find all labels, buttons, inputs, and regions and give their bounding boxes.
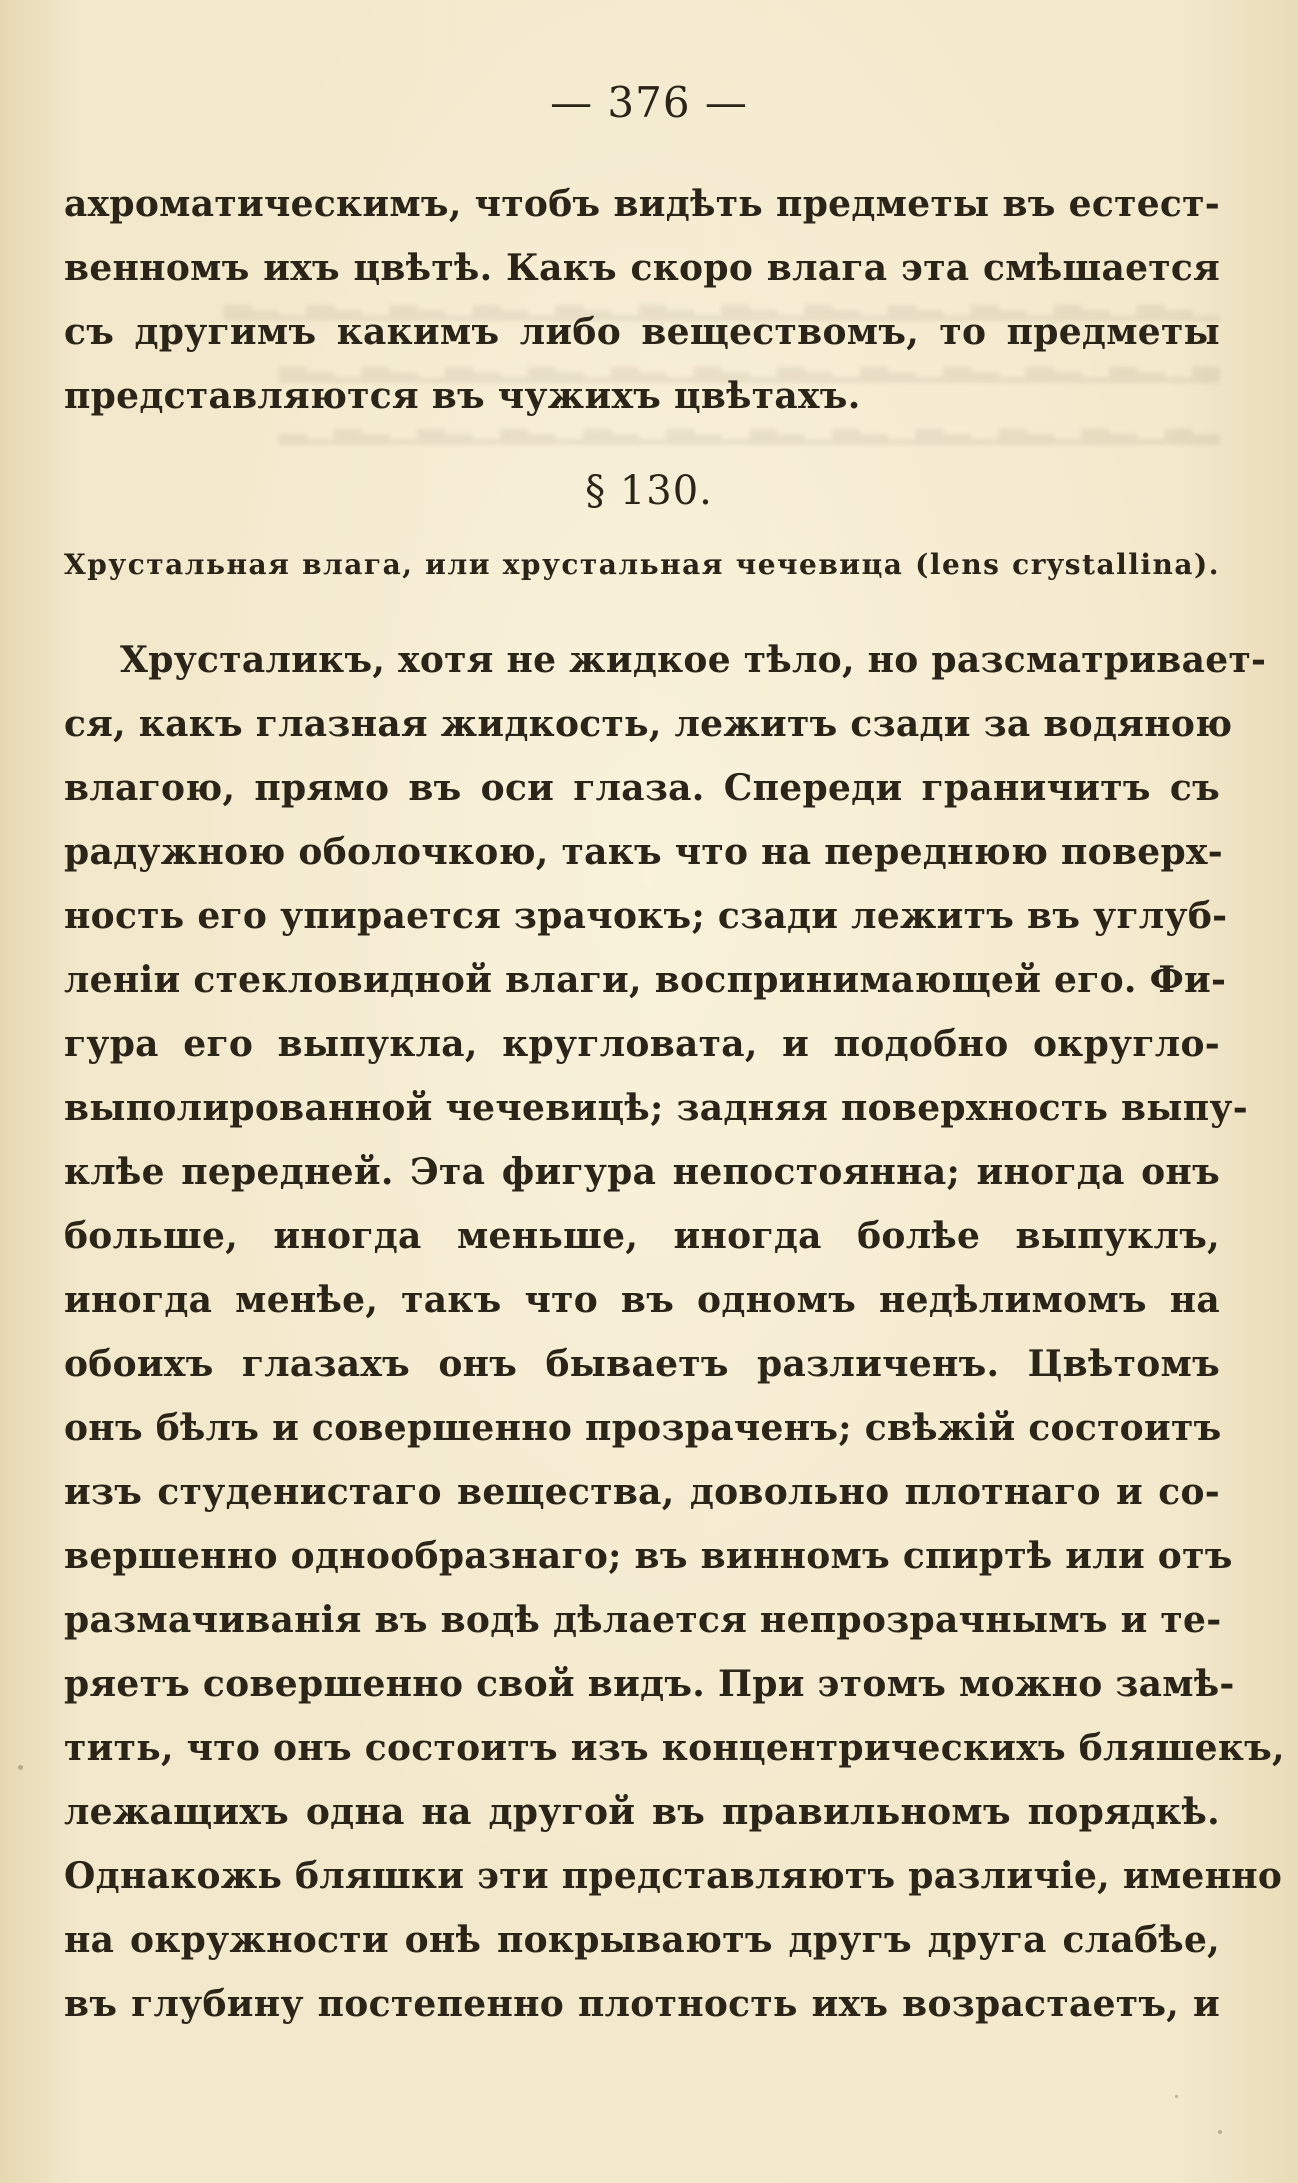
text-line: лежащихъ одна на другой въ правильномъ порядкѣ. <box>64 1791 1220 1833</box>
text-line: клѣе передней. Эта фигура непостоянна; иногда онъ <box>64 1151 1220 1193</box>
text-line: больше, иногда меньше, иногда болѣе выпуклъ, <box>64 1215 1220 1257</box>
text-line: тить, что онъ состоитъ изъ концентрическихъ бляшекъ, <box>64 1727 1285 1769</box>
text-line: Однакожь бляшки эти представляютъ различіе, именно <box>64 1855 1283 1897</box>
opening-text-block <box>64 172 1220 428</box>
text-line: выполированной чечевицѣ; задняя поверхность выпу- <box>64 1087 1248 1129</box>
text-line: венномъ ихъ цвѣтѣ. Какъ скоро влага эта смѣшается <box>64 247 1220 289</box>
text-line: обоихъ глазахъ онъ бываетъ различенъ. Цвѣтомъ <box>64 1343 1220 1385</box>
text-line: леніи стекловидной влаги, воспринимающей его. Фи- <box>64 959 1227 1001</box>
text-line: ся, какъ глазная жидкость, лежитъ сзади за водяною <box>64 703 1233 745</box>
text-line: въ глубину постепенно плотность ихъ возрастаетъ, и <box>64 1983 1220 2025</box>
text-line: ахроматическимъ, чтобъ видѣть предметы въ естест- <box>64 183 1220 225</box>
text-line: влагою, прямо въ оси глаза. Спереди граничитъ съ <box>64 767 1220 809</box>
text-line: иногда менѣе, такъ что въ одномъ недѣлимомъ на <box>64 1279 1220 1321</box>
text-line: размачиванія въ водѣ дѣлается непрозрачнымъ и те- <box>64 1599 1222 1641</box>
text-line: ряетъ совершенно свой видъ. При этомъ можно замѣ- <box>64 1663 1235 1705</box>
text-line: радужною оболочкою, такъ что на переднюю поверх- <box>64 831 1223 873</box>
text-line: Хрусталикъ, хотя не жидкое тѣло, но разсматривает- <box>120 639 1267 681</box>
paper-speck <box>1175 2095 1178 2098</box>
text-line: онъ бѣлъ и совершенно прозраченъ; свѣжій состоитъ <box>64 1407 1222 1449</box>
paragraph-text-block <box>64 628 1285 2036</box>
text-line: съ другимъ какимъ либо веществомъ, то предметы <box>64 311 1220 353</box>
paper-speck <box>18 1765 23 1770</box>
show-through-text: ▁▂▃▁▂▃▁▂▃▁▂▃▁▂▃▁▂▃▁▂▃▁▂▃▁▂▃▁▂▃▁▂▃▁▂▃ ▃▁▂▃▁▂▃▁▂▃▁▂▃▁▂▃▁▂▃▁▂▃▁▂▃▁▂▃▁▂▃▁▂▃ ▂▃▁▂▃▁▂▃▁▂▃▁▂▃▁▂▃▁▂▃▁▂▃▁▂▃▁▂▃▁▂▃▁▂ <box>223 280 1220 445</box>
section-title: Хрустальная влага, или хрустальная чечевица (lens crystallina). <box>64 548 1220 581</box>
text-line: вершенно однообразнаго; въ винномъ спиртѣ или отъ <box>64 1535 1233 1577</box>
text-line: изъ студенистаго вещества, довольно плотнаго и со- <box>64 1471 1220 1513</box>
text-line: представляются въ чужихъ цвѣтахъ. <box>64 375 861 417</box>
text-line: на окружности онѣ покрываютъ другъ друга слабѣе, <box>64 1919 1220 1961</box>
text-line: гура его выпукла, кругловата, и подобно округло- <box>64 1023 1220 1065</box>
section-number: § 130. <box>585 468 713 514</box>
paper-speck <box>1218 2130 1222 2134</box>
page-number: — 376 — <box>550 78 748 127</box>
text-line: ность его упирается зрачокъ; сзади лежитъ въ углуб- <box>64 895 1228 937</box>
